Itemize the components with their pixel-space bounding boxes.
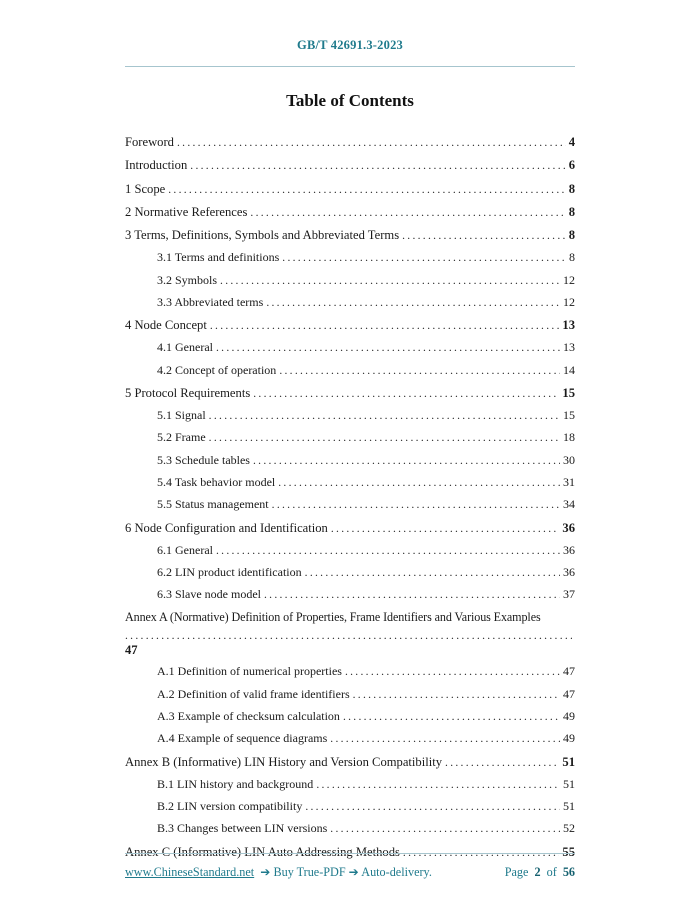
toc-entry[interactable] bbox=[157, 688, 575, 702]
toc-page-number: 52 bbox=[563, 821, 575, 836]
toc-entry[interactable] bbox=[125, 182, 575, 197]
toc-entry-label: 5.3 Schedule tables bbox=[157, 452, 250, 467]
toc-page-number: 47 bbox=[563, 664, 575, 679]
toc-page-number: 55 bbox=[562, 844, 575, 859]
toc-page-number: 49 bbox=[563, 709, 575, 723]
toc-entry-label: A.3 Example of checksum calculation bbox=[157, 709, 340, 723]
toc-dot-leader bbox=[279, 364, 560, 378]
toc-entry-label: 4.2 Concept of operation bbox=[157, 362, 277, 377]
toc-entry-label: Introduction bbox=[125, 158, 188, 173]
toc-page-number: 18 bbox=[563, 430, 575, 445]
toc-page-number: 34 bbox=[563, 497, 575, 512]
toc-page-number: 36 bbox=[563, 542, 575, 557]
toc-entry[interactable] bbox=[157, 431, 575, 445]
toc-page-number: 36 bbox=[562, 520, 575, 535]
toc-entry-label: 5.4 Task behavior model bbox=[157, 474, 276, 489]
toc-entry-label: Annex B (Informative) LIN History and Version Compatibility bbox=[125, 754, 443, 769]
toc-entry-label: 5.5 Status management bbox=[157, 497, 269, 512]
toc-dot-leader bbox=[331, 521, 560, 536]
toc-dot-leader bbox=[343, 710, 560, 724]
toc-dot-leader bbox=[210, 318, 560, 333]
toc-entry[interactable] bbox=[125, 158, 575, 173]
toc-page-number: 15 bbox=[563, 408, 575, 423]
toc-entry[interactable] bbox=[157, 588, 575, 602]
toc-page-number: 14 bbox=[563, 362, 575, 377]
toc-dot-leader bbox=[190, 158, 565, 173]
toc-page-number: 12 bbox=[563, 272, 575, 287]
toc-dot-leader bbox=[272, 498, 560, 512]
toc-entry-label: 2 Normative References bbox=[125, 204, 248, 219]
toc-list bbox=[125, 135, 575, 859]
toc-entry-label: 3.2 Symbols bbox=[157, 272, 218, 287]
toc-entry-label: B.1 LIN history and background bbox=[157, 776, 314, 791]
toc-entry-label: B.2 LIN version compatibility bbox=[157, 799, 303, 814]
toc-dot-leader bbox=[282, 251, 566, 265]
toc-entry-label: 5.1 Signal bbox=[157, 408, 206, 423]
header-divider bbox=[125, 66, 575, 67]
footer-promo bbox=[125, 865, 432, 880]
toc-dot-leader bbox=[209, 409, 560, 423]
toc-page-number: 31 bbox=[563, 474, 575, 489]
toc-entry-label: 3.1 Terms and definitions bbox=[157, 250, 280, 265]
toc-page-number: 8 bbox=[568, 228, 575, 243]
toc-dot-leader bbox=[177, 135, 566, 150]
toc-dot-leader bbox=[264, 588, 560, 602]
toc-entry[interactable] bbox=[125, 228, 575, 243]
toc-page-number: 13 bbox=[563, 340, 575, 355]
toc-entry-label: Foreword bbox=[125, 135, 174, 149]
toc-entry[interactable] bbox=[157, 800, 575, 814]
toc-entry-label: Annex A (Normative) Definition of Properties, Frame Identifiers and Various Examples bbox=[125, 609, 541, 624]
toc-entry[interactable] bbox=[157, 566, 575, 580]
toc-page-number: 37 bbox=[563, 587, 575, 602]
toc-entry[interactable] bbox=[125, 611, 575, 658]
document-header bbox=[125, 38, 575, 67]
toc-entry[interactable] bbox=[125, 386, 575, 401]
toc-entry-label: A.2 Definition of valid frame identifiers bbox=[157, 686, 350, 701]
site-link[interactable]: www.ChineseStandard.net bbox=[125, 865, 255, 879]
toc-entry[interactable] bbox=[157, 732, 575, 746]
toc-dot-leader bbox=[345, 665, 560, 679]
current-page-number: 2 bbox=[534, 865, 541, 879]
toc-page-number: 51 bbox=[563, 799, 575, 814]
toc-entry[interactable] bbox=[125, 755, 575, 770]
toc-page-number: 49 bbox=[563, 731, 575, 746]
toc-entry-label: 5.2 Frame bbox=[157, 430, 206, 445]
toc-entry-label: 5 Protocol Requirements bbox=[125, 385, 251, 400]
document-footer bbox=[125, 853, 575, 880]
toc-dot-leader bbox=[278, 476, 560, 490]
toc-entry-label: 6.1 General bbox=[157, 542, 213, 557]
toc-entry[interactable] bbox=[157, 476, 575, 490]
toc-entry[interactable] bbox=[157, 710, 575, 724]
toc-entry[interactable] bbox=[157, 251, 575, 265]
toc-dot-leader bbox=[330, 822, 560, 836]
toc-page-number: 36 bbox=[563, 565, 575, 580]
toc-page-number: 47 bbox=[563, 686, 575, 701]
toc-entry-label: 6 Node Configuration and Identification bbox=[125, 520, 328, 535]
toc-entry[interactable] bbox=[125, 318, 575, 333]
toc-entry-label: 1 Scope bbox=[125, 181, 166, 196]
toc-entry[interactable] bbox=[157, 822, 575, 836]
toc-dot-leader bbox=[216, 544, 560, 558]
toc-page-number: 51 bbox=[562, 754, 575, 769]
of-word: of bbox=[546, 865, 557, 879]
toc-dot-leader bbox=[125, 628, 572, 643]
toc-dot-leader bbox=[253, 386, 559, 401]
toc-entry[interactable] bbox=[157, 409, 575, 423]
toc-page-number: 13 bbox=[562, 318, 575, 333]
toc-page-number: 8 bbox=[569, 250, 575, 265]
toc-entry[interactable] bbox=[125, 135, 575, 150]
toc-entry[interactable] bbox=[157, 544, 575, 558]
toc-entry[interactable] bbox=[157, 778, 575, 792]
toc-dot-leader bbox=[250, 205, 565, 220]
toc-dot-leader bbox=[445, 755, 559, 770]
toc-entry-label: Annex C (Informative) LIN Auto Addressing Methods bbox=[125, 844, 400, 859]
page-indicator bbox=[502, 865, 575, 880]
page-title: Table of Contents bbox=[286, 91, 414, 110]
toc-entry[interactable] bbox=[125, 205, 575, 220]
toc-dot-leader bbox=[209, 431, 560, 445]
toc-entry[interactable] bbox=[125, 521, 575, 536]
toc-dot-leader bbox=[402, 228, 566, 243]
toc-dot-leader bbox=[168, 182, 565, 197]
toc-entry-label: A.4 Example of sequence diagrams bbox=[157, 731, 328, 746]
footer-tagline: ➔ Buy True-PDF ➔ Auto-delivery. bbox=[260, 865, 432, 879]
toc-dot-leader bbox=[220, 274, 560, 288]
toc-entry-label: 3 Terms, Definitions, Symbols and Abbreviated Terms bbox=[125, 228, 400, 243]
toc-page-number: 8 bbox=[568, 204, 575, 219]
toc-dot-leader bbox=[305, 800, 560, 814]
toc-entry[interactable] bbox=[157, 364, 575, 378]
total-pages: 56 bbox=[562, 865, 575, 879]
toc-dot-leader bbox=[316, 778, 560, 792]
toc-dot-leader bbox=[266, 296, 560, 310]
toc-page-number: 15 bbox=[562, 385, 575, 400]
toc-entry[interactable] bbox=[157, 296, 575, 310]
toc-dot-leader bbox=[253, 454, 560, 468]
toc-entry-label: 3.3 Abbreviated terms bbox=[157, 294, 264, 309]
toc-entry-label: B.3 Changes between LIN versions bbox=[157, 821, 328, 836]
toc-entry-label: 4.1 General bbox=[157, 340, 213, 355]
standard-code: GB/T 42691.3-2023 bbox=[297, 38, 403, 52]
toc-page-number: 4 bbox=[568, 135, 575, 149]
toc-entry-label: 4 Node Concept bbox=[125, 318, 207, 333]
toc-dot-leader bbox=[330, 732, 560, 746]
page-word: Page bbox=[504, 865, 529, 879]
toc-dot-leader bbox=[353, 688, 560, 702]
toc-entry[interactable] bbox=[157, 454, 575, 468]
toc-entry-label: A.1 Definition of numerical properties bbox=[157, 664, 342, 679]
toc-entry[interactable] bbox=[157, 341, 575, 355]
toc-page-number: 8 bbox=[568, 181, 575, 196]
toc-page-number: 47 bbox=[125, 642, 138, 657]
toc-page-number: 51 bbox=[563, 776, 575, 791]
toc-page-number: 6 bbox=[568, 158, 575, 173]
toc-page-number: 12 bbox=[563, 294, 575, 309]
toc-entry[interactable] bbox=[157, 274, 575, 288]
toc-entry[interactable] bbox=[157, 498, 575, 512]
toc-entry-label: 6.2 LIN product identification bbox=[157, 565, 302, 580]
toc-entry[interactable] bbox=[157, 665, 575, 679]
toc-dot-leader bbox=[216, 341, 560, 355]
toc-page-number: 30 bbox=[563, 452, 575, 467]
toc-dot-leader bbox=[305, 566, 560, 580]
toc-entry-label: 6.3 Slave node model bbox=[157, 587, 261, 602]
footer-divider bbox=[125, 853, 575, 854]
